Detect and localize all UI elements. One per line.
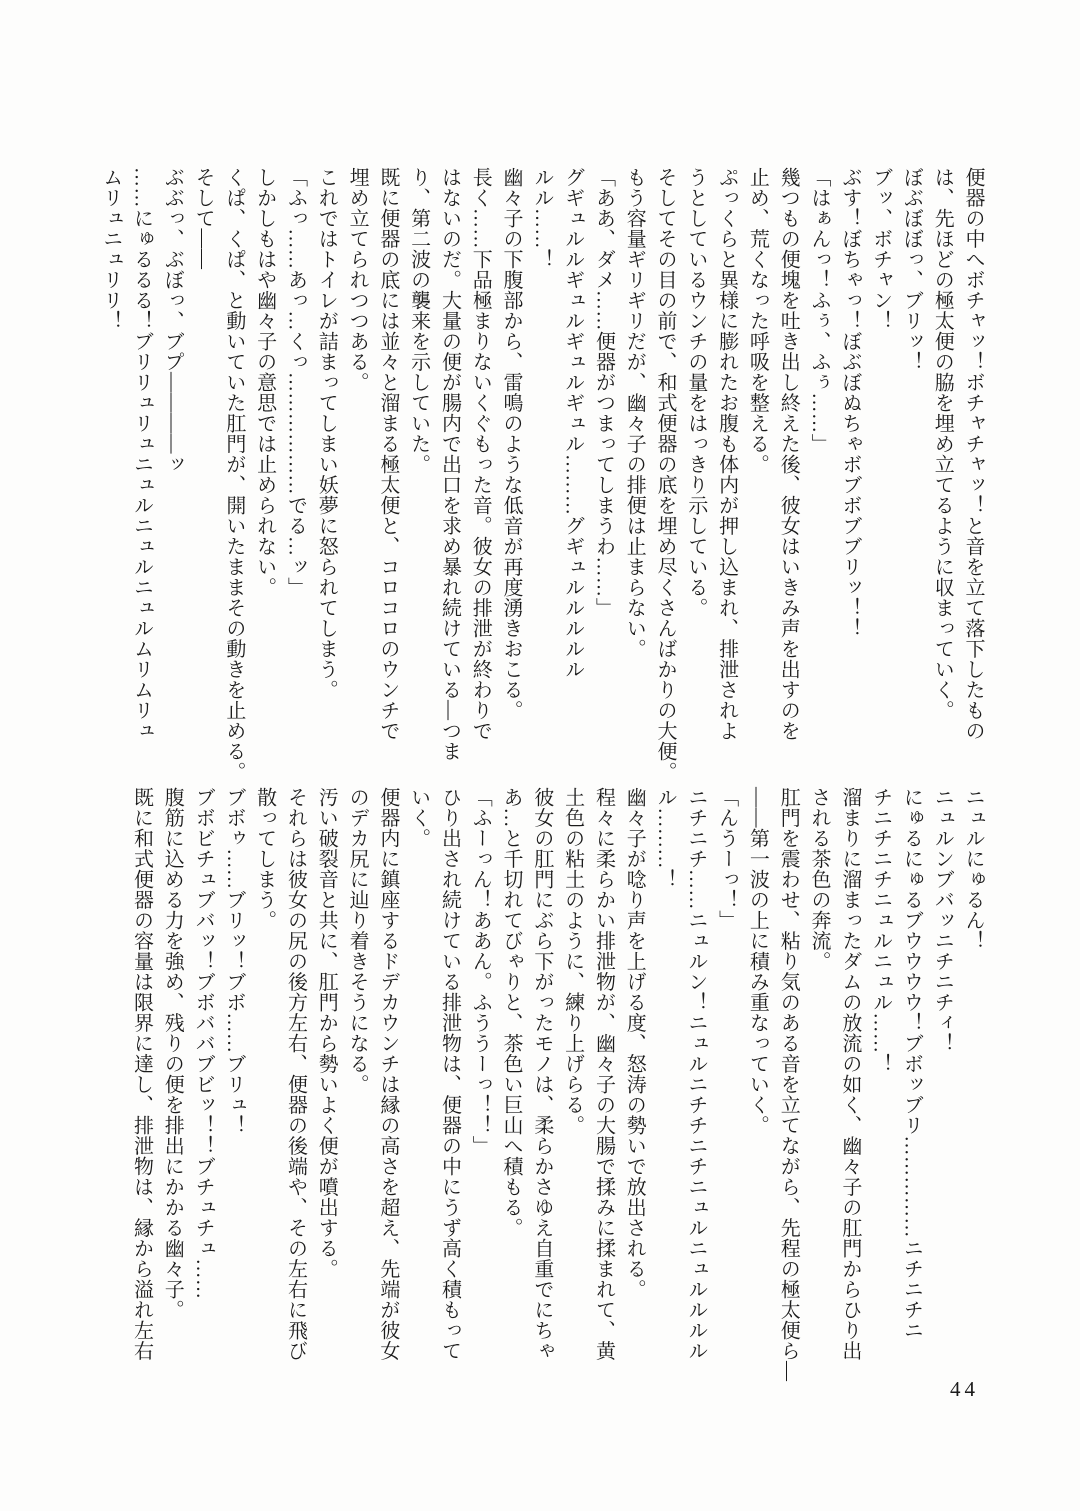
text-line: あ…と千切れてびゃりと、茶色い巨山へ積もる。 bbox=[500, 787, 523, 1238]
text-line: そして―― bbox=[192, 167, 215, 270]
text-line: チニチニチニュルニュル……！ bbox=[869, 787, 892, 1074]
text-line: ぼぶぼぼっ、ブリッ！ bbox=[900, 167, 923, 372]
text-line: ぶす！ぼちゃっ！ぼぶぼぬちゃボブボブブリッ！！ bbox=[838, 167, 861, 639]
text-line: ニチニチ……ニュルン！ニュルニチチニチニュルニュルルルル bbox=[684, 787, 707, 1361]
text-line: うとしているウンチの量をはっきり示している。 bbox=[684, 167, 707, 618]
text-line: ぷっくらと異様に膨れたお腹も体内が押し込まれ、排泄されよ bbox=[715, 167, 738, 741]
text-line: ムリュニュリリ！ bbox=[99, 167, 122, 331]
text-line: 程々に柔らかい排泄物が、幽々子の大腸で揉みに揉まれて、黄 bbox=[592, 787, 615, 1361]
text-line: される茶色の奔流。 bbox=[808, 787, 831, 972]
text-line: しかしもはや幽々子の意思では止められない。 bbox=[253, 167, 276, 598]
text-line: 幾つもの便塊を吐き出し終えた後、彼女はいきみ声を出すのを bbox=[777, 167, 800, 741]
text-line: これではトイレが詰まってしまい妖夢に怒られてしまう。 bbox=[315, 167, 338, 700]
text-line: 汚い破裂音と共に、肛門から勢いよく便が噴出する。 bbox=[315, 787, 338, 1279]
text-line: そしてその目の前で、和式便器の底を埋め尽くさんばかりの大便。 bbox=[654, 167, 677, 782]
text-line: ニュルにゅるん！ bbox=[962, 787, 984, 951]
text-line: 幽々子が唸り声を上げる度、怒涛の勢いで放出される。 bbox=[623, 787, 646, 1300]
text-line: 「ふーっん！ああん。ふううーっ！！」 bbox=[469, 787, 492, 1156]
text-line: 腹筋に込める力を強め、残りの便を排出にかかる幽々子。 bbox=[161, 787, 184, 1320]
text-line: 「ああ、ダメ……便器がつまってしまうわ……」 bbox=[592, 167, 615, 618]
text-line: くぱ、くぱ、と動いていた肛門が、開いたままその動きを止める。 bbox=[222, 167, 245, 782]
text-line: ひり出され続けている排泄物は、便器の中にうず高く積もって bbox=[438, 787, 461, 1361]
text-line: 散ってしまう。 bbox=[253, 787, 276, 931]
text-line: にゅるにゅるブウウウウ！ブボッブリ……………ニチニチニ bbox=[900, 787, 923, 1341]
text-line: それらは彼女の尻の後方左右、便器の後端や、その左右に飛び bbox=[284, 787, 307, 1361]
text-line: 「はぁんっ！ふぅ、ふぅ……」 bbox=[808, 167, 831, 454]
text-line: ブボビチュブバッ！ブボババブビッ！！ブチュチュ…… bbox=[192, 787, 215, 1300]
text-block-bottom bbox=[126, 787, 988, 1407]
text-line: 肛門を震わせ、粘り気のある音を立てながら、先程の極太便ら― bbox=[777, 787, 800, 1382]
text-line: もう容量ギリギリだが、幽々子の排便は止まらない。 bbox=[623, 167, 646, 659]
text-line: グギュルルギュルギュルギュル………グギュルルルルル bbox=[561, 167, 584, 680]
text-line: はないのだ。大量の便が腸内で出口を求め暴れ続けている―つま bbox=[438, 167, 461, 762]
text-line: ――第一波の上に積み重なっていく。 bbox=[746, 787, 769, 1136]
text-line: 「ふっ……あっ…くっ………………でる…ッ」 bbox=[284, 167, 307, 598]
text-block-top bbox=[95, 167, 988, 787]
text-line: ニュルンブバッニチニチィ！ bbox=[931, 787, 954, 1054]
text-line: 「んうーっ！」 bbox=[715, 787, 738, 931]
text-line: 既に和式便器の容量は限界に達し、排泄物は、縁から溢れ左右 bbox=[130, 787, 153, 1361]
text-line: 便器の中へボチャッ！ボチャチャッ！と音を立て落下したもの bbox=[962, 167, 984, 741]
text-line: 土色の粘土のように、練り上げらる。 bbox=[561, 787, 584, 1136]
text-line: のデカ尻に辿り着きそうになる。 bbox=[346, 787, 369, 1095]
text-line: ルル……！ bbox=[530, 167, 553, 270]
text-line: り、第二波の襲来を示していた。 bbox=[407, 167, 430, 475]
text-line: 溜まりに溜まったダムの放流の如く、幽々子の肛門からひり出 bbox=[838, 787, 861, 1361]
text-line: 幽々子の下腹部から、雷鳴のような低音が再度湧きおこる。 bbox=[500, 167, 523, 721]
text-line: 既に便器の底には並々と溜まる極太便と、コロコロのウンチで bbox=[376, 167, 399, 741]
text-line: ブッ、ボチャン！ bbox=[869, 167, 892, 331]
text-line: ……にゅるるる！ブリリュリュニュルニュルニュルムリムリュ bbox=[130, 167, 153, 741]
text-line: 便器内に鎮座するドデカウンチは縁の高さを超え、先端が彼女 bbox=[376, 787, 399, 1361]
text-line: いく。 bbox=[407, 787, 430, 849]
text-line: ぶぶっ、ぶぼっ、ブプ――――ッ bbox=[161, 167, 184, 475]
text-line: ブボゥ……ブリッ！ブボ……ブリュ！ bbox=[222, 787, 245, 1136]
page-number: 44 bbox=[950, 1377, 979, 1401]
text-line: 止め、荒くなった呼吸を整える。 bbox=[746, 167, 769, 475]
text-line: は、先ほどの極太便の脇を埋め立てるように収まっていく。 bbox=[931, 167, 954, 721]
text-line: ル………！ bbox=[654, 787, 677, 890]
text-line: 長く……下品極まりないくぐもった音。彼女の排泄が終わりで bbox=[469, 167, 492, 741]
text-line: 埋め立てられつつある。 bbox=[346, 167, 369, 393]
text-line: 彼女の肛門にぶら下がったモノは、柔らかさゆえ自重でにちゃ bbox=[530, 787, 553, 1361]
